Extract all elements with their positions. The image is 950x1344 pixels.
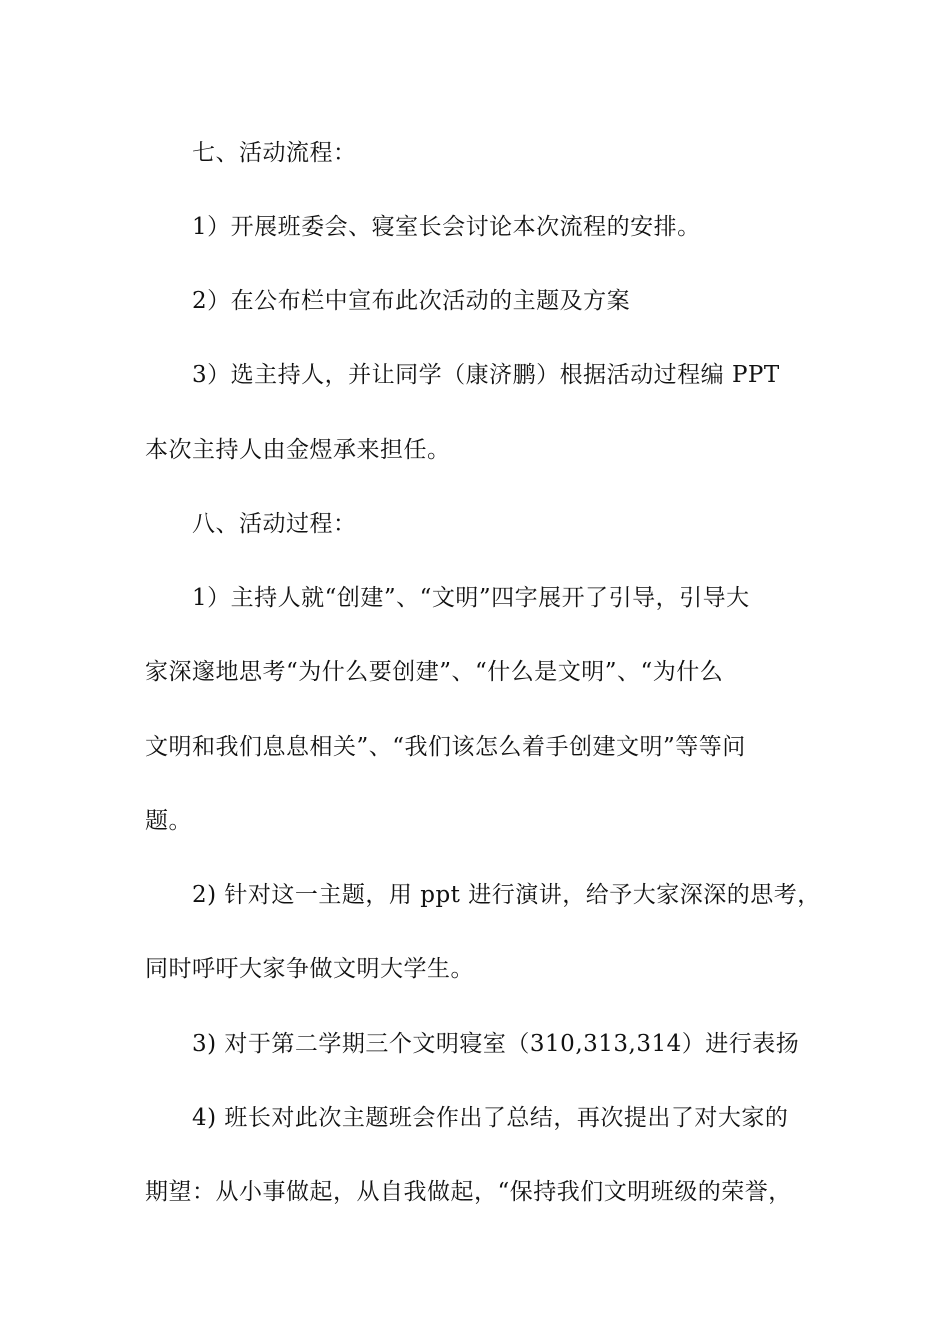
paragraph-line: 期望：从小事做起，从自我做起，“保持我们文明班级的荣誉，: [145, 1179, 792, 1205]
paragraph-line: 2）在公布栏中宣布此次活动的主题及方案: [192, 288, 631, 314]
paragraph-line: 2) 针对这一主题，用 ppt 进行演讲，给予大家深深的思考，: [192, 882, 821, 908]
paragraph-line: 3) 对于第二学期三个文明寝室（310,313,314）进行表扬: [192, 1031, 800, 1057]
paragraph-line: 文明和我们息息相关”、“我们该怎么着手创建文明”等等问: [145, 734, 746, 760]
paragraph-line: 同时呼吁大家争做文明大学生。: [145, 956, 474, 982]
paragraph-line: 4) 班长对此次主题班会作出了总结，再次提出了对大家的: [192, 1105, 789, 1131]
paragraph-line: 本次主持人由金煜承来担任。: [145, 437, 451, 463]
paragraph-line: 1）开展班委会、寝室长会讨论本次流程的安排。: [192, 214, 701, 240]
paragraph-line: 家深邃地思考“为什么要创建”、“什么是文明”、“为什么: [145, 659, 724, 685]
paragraph-line: 1）主持人就“创建”、“文明”四字展开了引导，引导大: [192, 585, 750, 611]
section-heading-activity-flow: 七、活动流程：: [192, 140, 357, 166]
paragraph-line: 3）选主持人，并让同学（康济鹏）根据活动过程编 PPT: [192, 362, 780, 388]
paragraph-line: 题。: [145, 808, 192, 834]
section-heading-activity-process: 八、活动过程：: [192, 511, 357, 537]
